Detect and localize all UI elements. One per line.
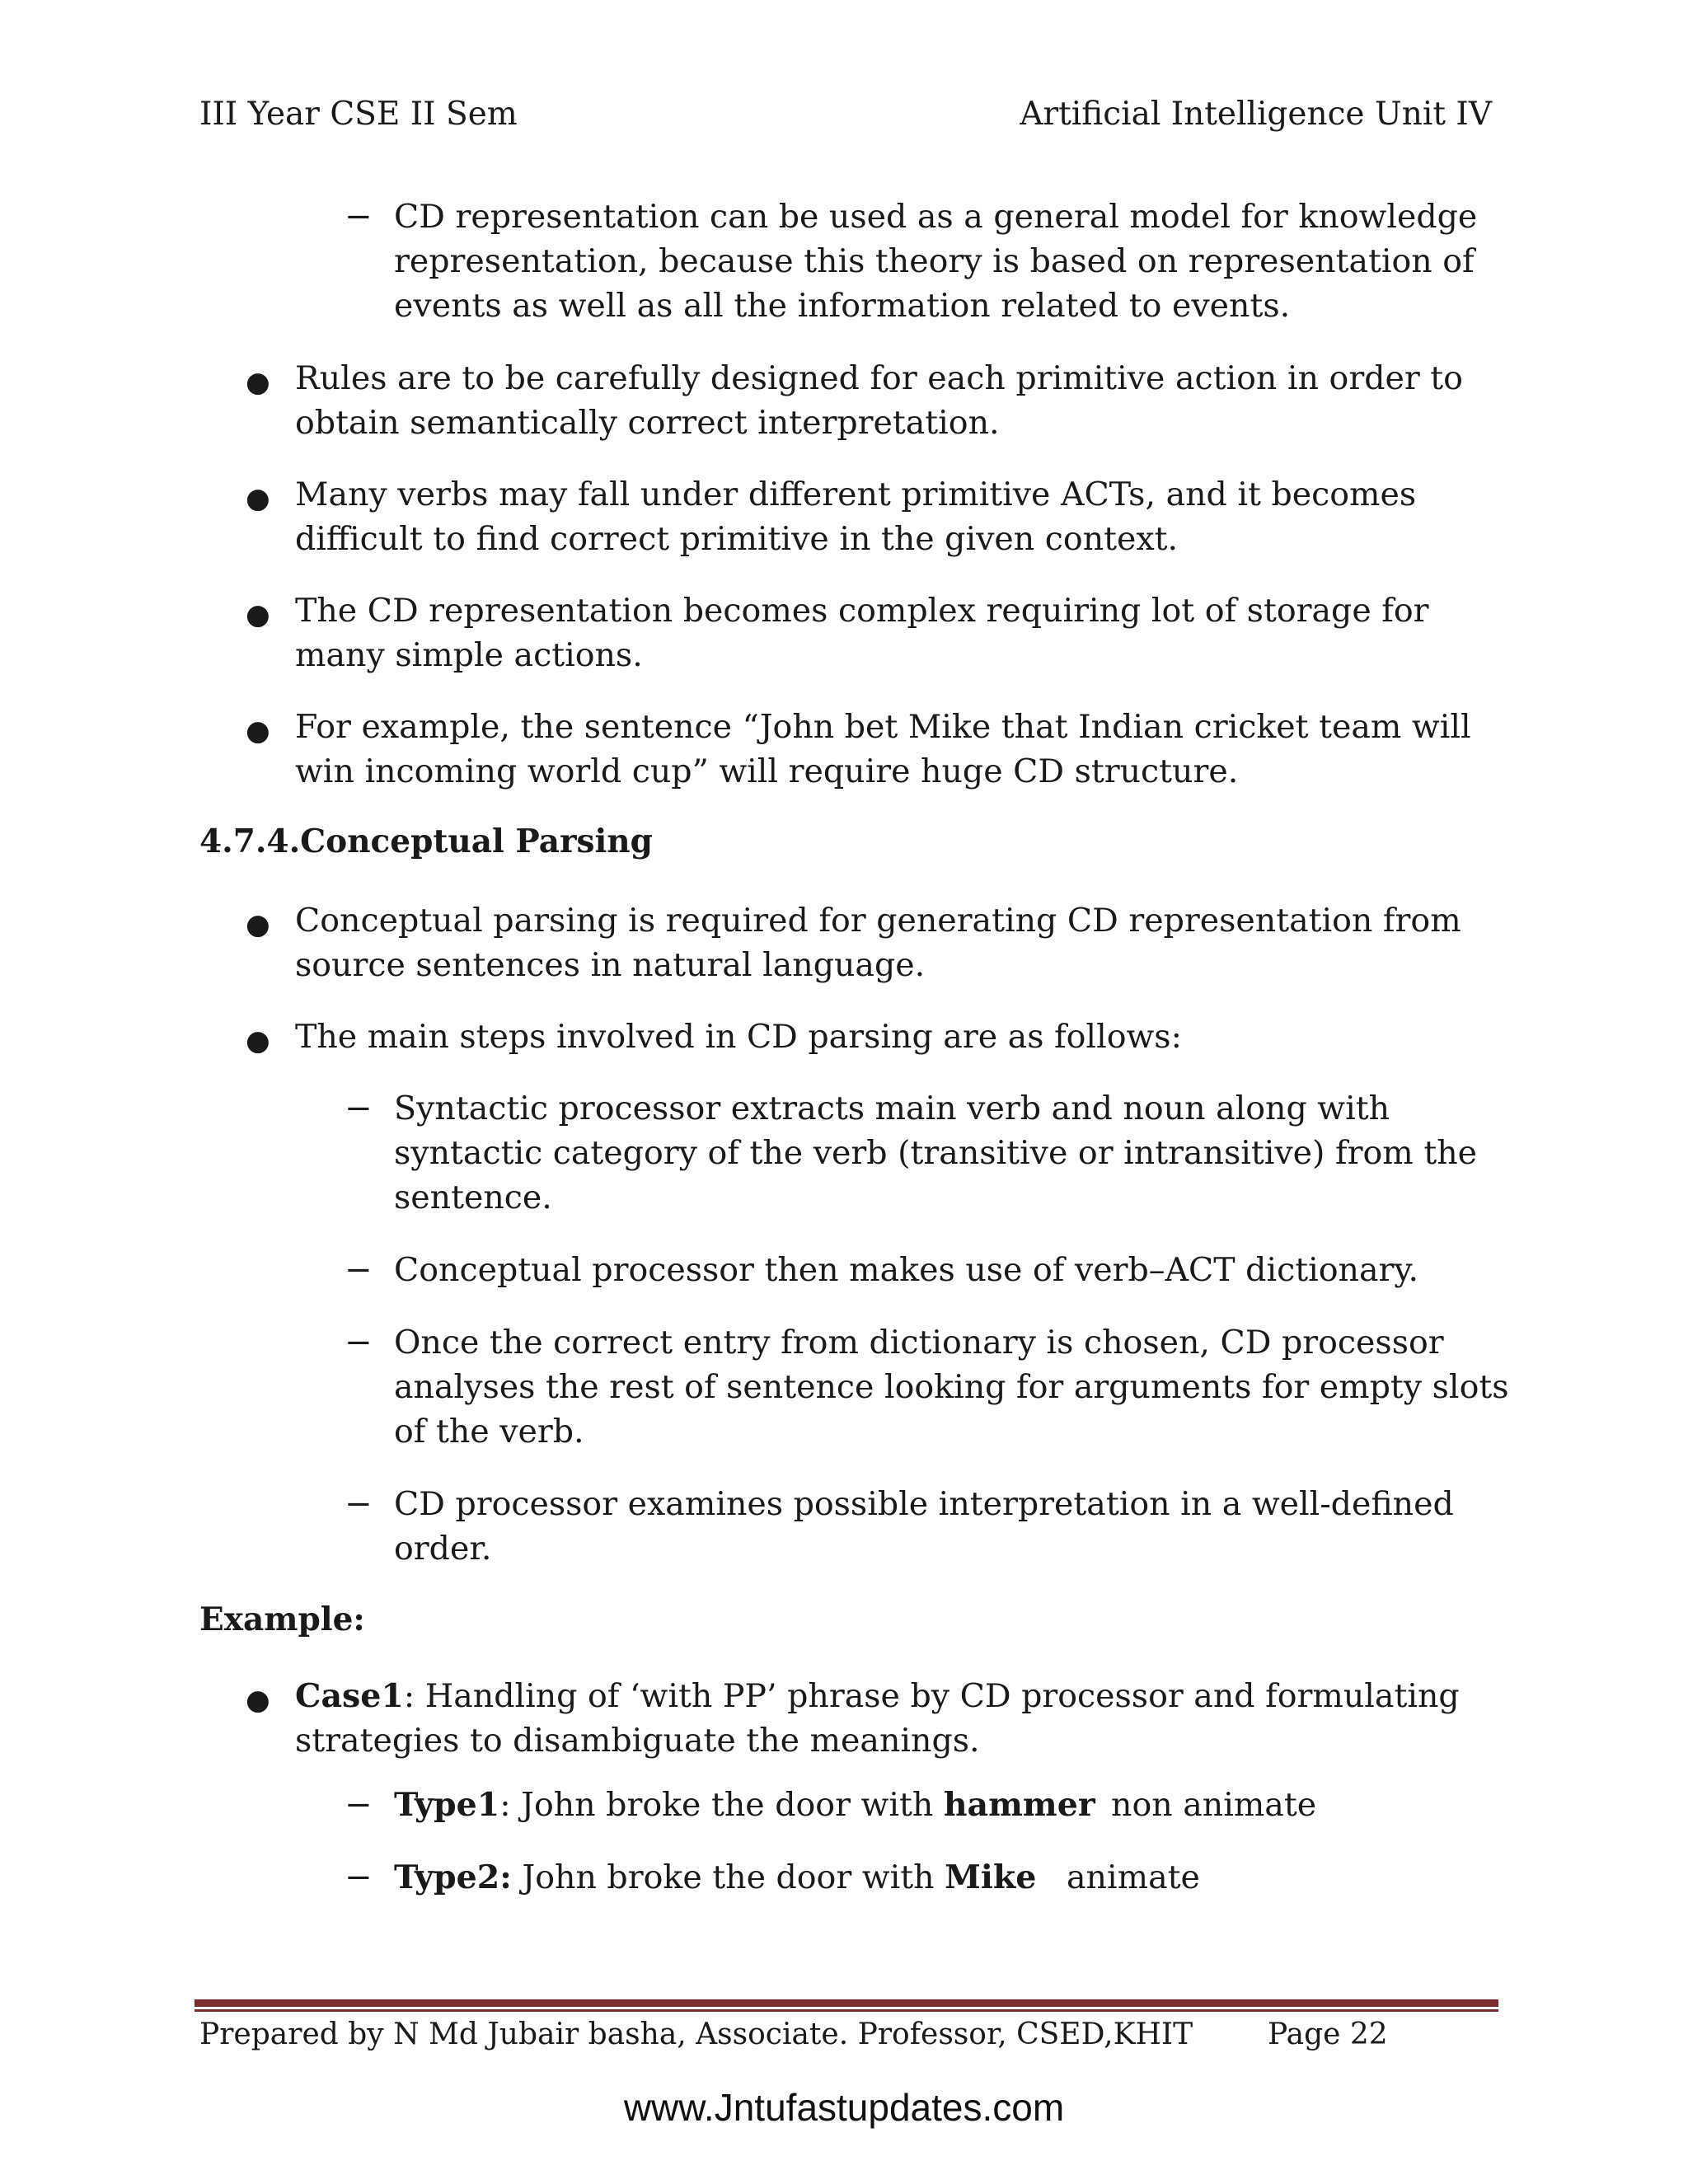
text-line: many simple actions. [295, 636, 643, 674]
footer-divider-thick [195, 1999, 1498, 2007]
bullet-marker: ● [246, 482, 270, 515]
text-line: source sentences in natural language. [295, 946, 926, 984]
case1-text: : Handling of ‘with PP’ phrase by CD processor and formulating [403, 1677, 1460, 1715]
header-course: III Year CSE II Sem [199, 96, 518, 133]
text-line: obtain semantically correct interpretation. [295, 404, 1000, 442]
example-heading: Example: [199, 1601, 365, 1638]
section-heading: 4.7.4.Conceptual Parsing [199, 823, 653, 860]
dash-marker: − [345, 1485, 373, 1523]
dash-marker: − [345, 198, 373, 236]
text-line: analyses the rest of sentence looking for arguments for empty slots [394, 1368, 1509, 1406]
header-subject: Artificial Intelligence Unit IV [1020, 96, 1492, 133]
text-line: The CD representation becomes complex requiring lot of storage for [295, 592, 1429, 630]
text-line: Once the correct entry from dictionary is chosen, CD processor [394, 1324, 1444, 1361]
dash-marker: − [345, 1251, 373, 1289]
text-line: syntactic category of the verb (transitive or intransitive) from the [394, 1134, 1478, 1172]
text-line: Conceptual processor then makes use of verb–ACT dictionary. [394, 1251, 1418, 1289]
dash-marker: − [345, 1090, 373, 1127]
text-line: CD processor examines possible interpretation in a well-defined [394, 1485, 1454, 1523]
type2-object: Mike [945, 1858, 1037, 1896]
text-line: of the verb. [394, 1413, 584, 1451]
text-line: representation, because this theory is based on representation of [394, 242, 1475, 280]
dash-marker: − [345, 1324, 373, 1361]
type1-object: hammer [943, 1786, 1095, 1824]
text-line: events as well as all the information related to events. [394, 287, 1291, 325]
bullet-marker: ● [246, 908, 270, 941]
bullet-marker: ● [246, 715, 270, 748]
website-link[interactable]: www.Jntufastupdates.com [623, 2086, 1065, 2129]
bullet-marker: ● [246, 598, 270, 631]
type1-note: non animate [1111, 1786, 1317, 1824]
type1-label: Type1 [394, 1786, 500, 1824]
text-line: Rules are to be carefully designed for each primitive action in order to [295, 359, 1463, 397]
bullet-marker: ● [246, 1684, 270, 1717]
text-line: sentence. [394, 1179, 552, 1216]
text-line: Many verbs may fall under different primitive ACTs, and it becomes [295, 476, 1417, 513]
text-line: strategies to disambiguate the meanings. [295, 1722, 980, 1760]
type2-text: John broke the door with [511, 1858, 945, 1896]
dash-marker: − [345, 1858, 373, 1896]
type2-label: Type2: [394, 1858, 512, 1896]
footer-page-number: Page 22 [1268, 2018, 1388, 2051]
type1-line [394, 1783, 1095, 1827]
text-line: For example, the sentence “John bet Mike that Indian cricket team will [295, 708, 1471, 746]
type2-line [394, 1855, 1036, 1900]
type2-note: animate [1067, 1858, 1200, 1896]
text-line: CD representation can be used as a general model for knowledge [394, 198, 1478, 236]
bullet-marker: ● [246, 1024, 270, 1057]
text-line: Syntactic processor extracts main verb and noun along with [394, 1090, 1390, 1127]
text-line: order. [394, 1530, 492, 1568]
case1-label: Case1 [295, 1677, 404, 1715]
dash-marker: − [345, 1786, 373, 1824]
text-line: The main steps involved in CD parsing are as follows: [295, 1018, 1182, 1056]
bullet-marker: ● [246, 366, 270, 399]
case1-line [295, 1674, 1460, 1718]
text-line: difficult to find correct primitive in the given context. [295, 520, 1179, 558]
footer-divider-thin [195, 2009, 1498, 2012]
text-line: win incoming world cup” will require huge CD structure. [295, 752, 1239, 790]
text-line: Conceptual parsing is required for generating CD representation from [295, 902, 1461, 940]
type1-text: : John broke the door with [499, 1786, 944, 1824]
footer-author: Prepared by N Md Jubair basha, Associate. Professor, CSED,KHIT [199, 2018, 1193, 2051]
